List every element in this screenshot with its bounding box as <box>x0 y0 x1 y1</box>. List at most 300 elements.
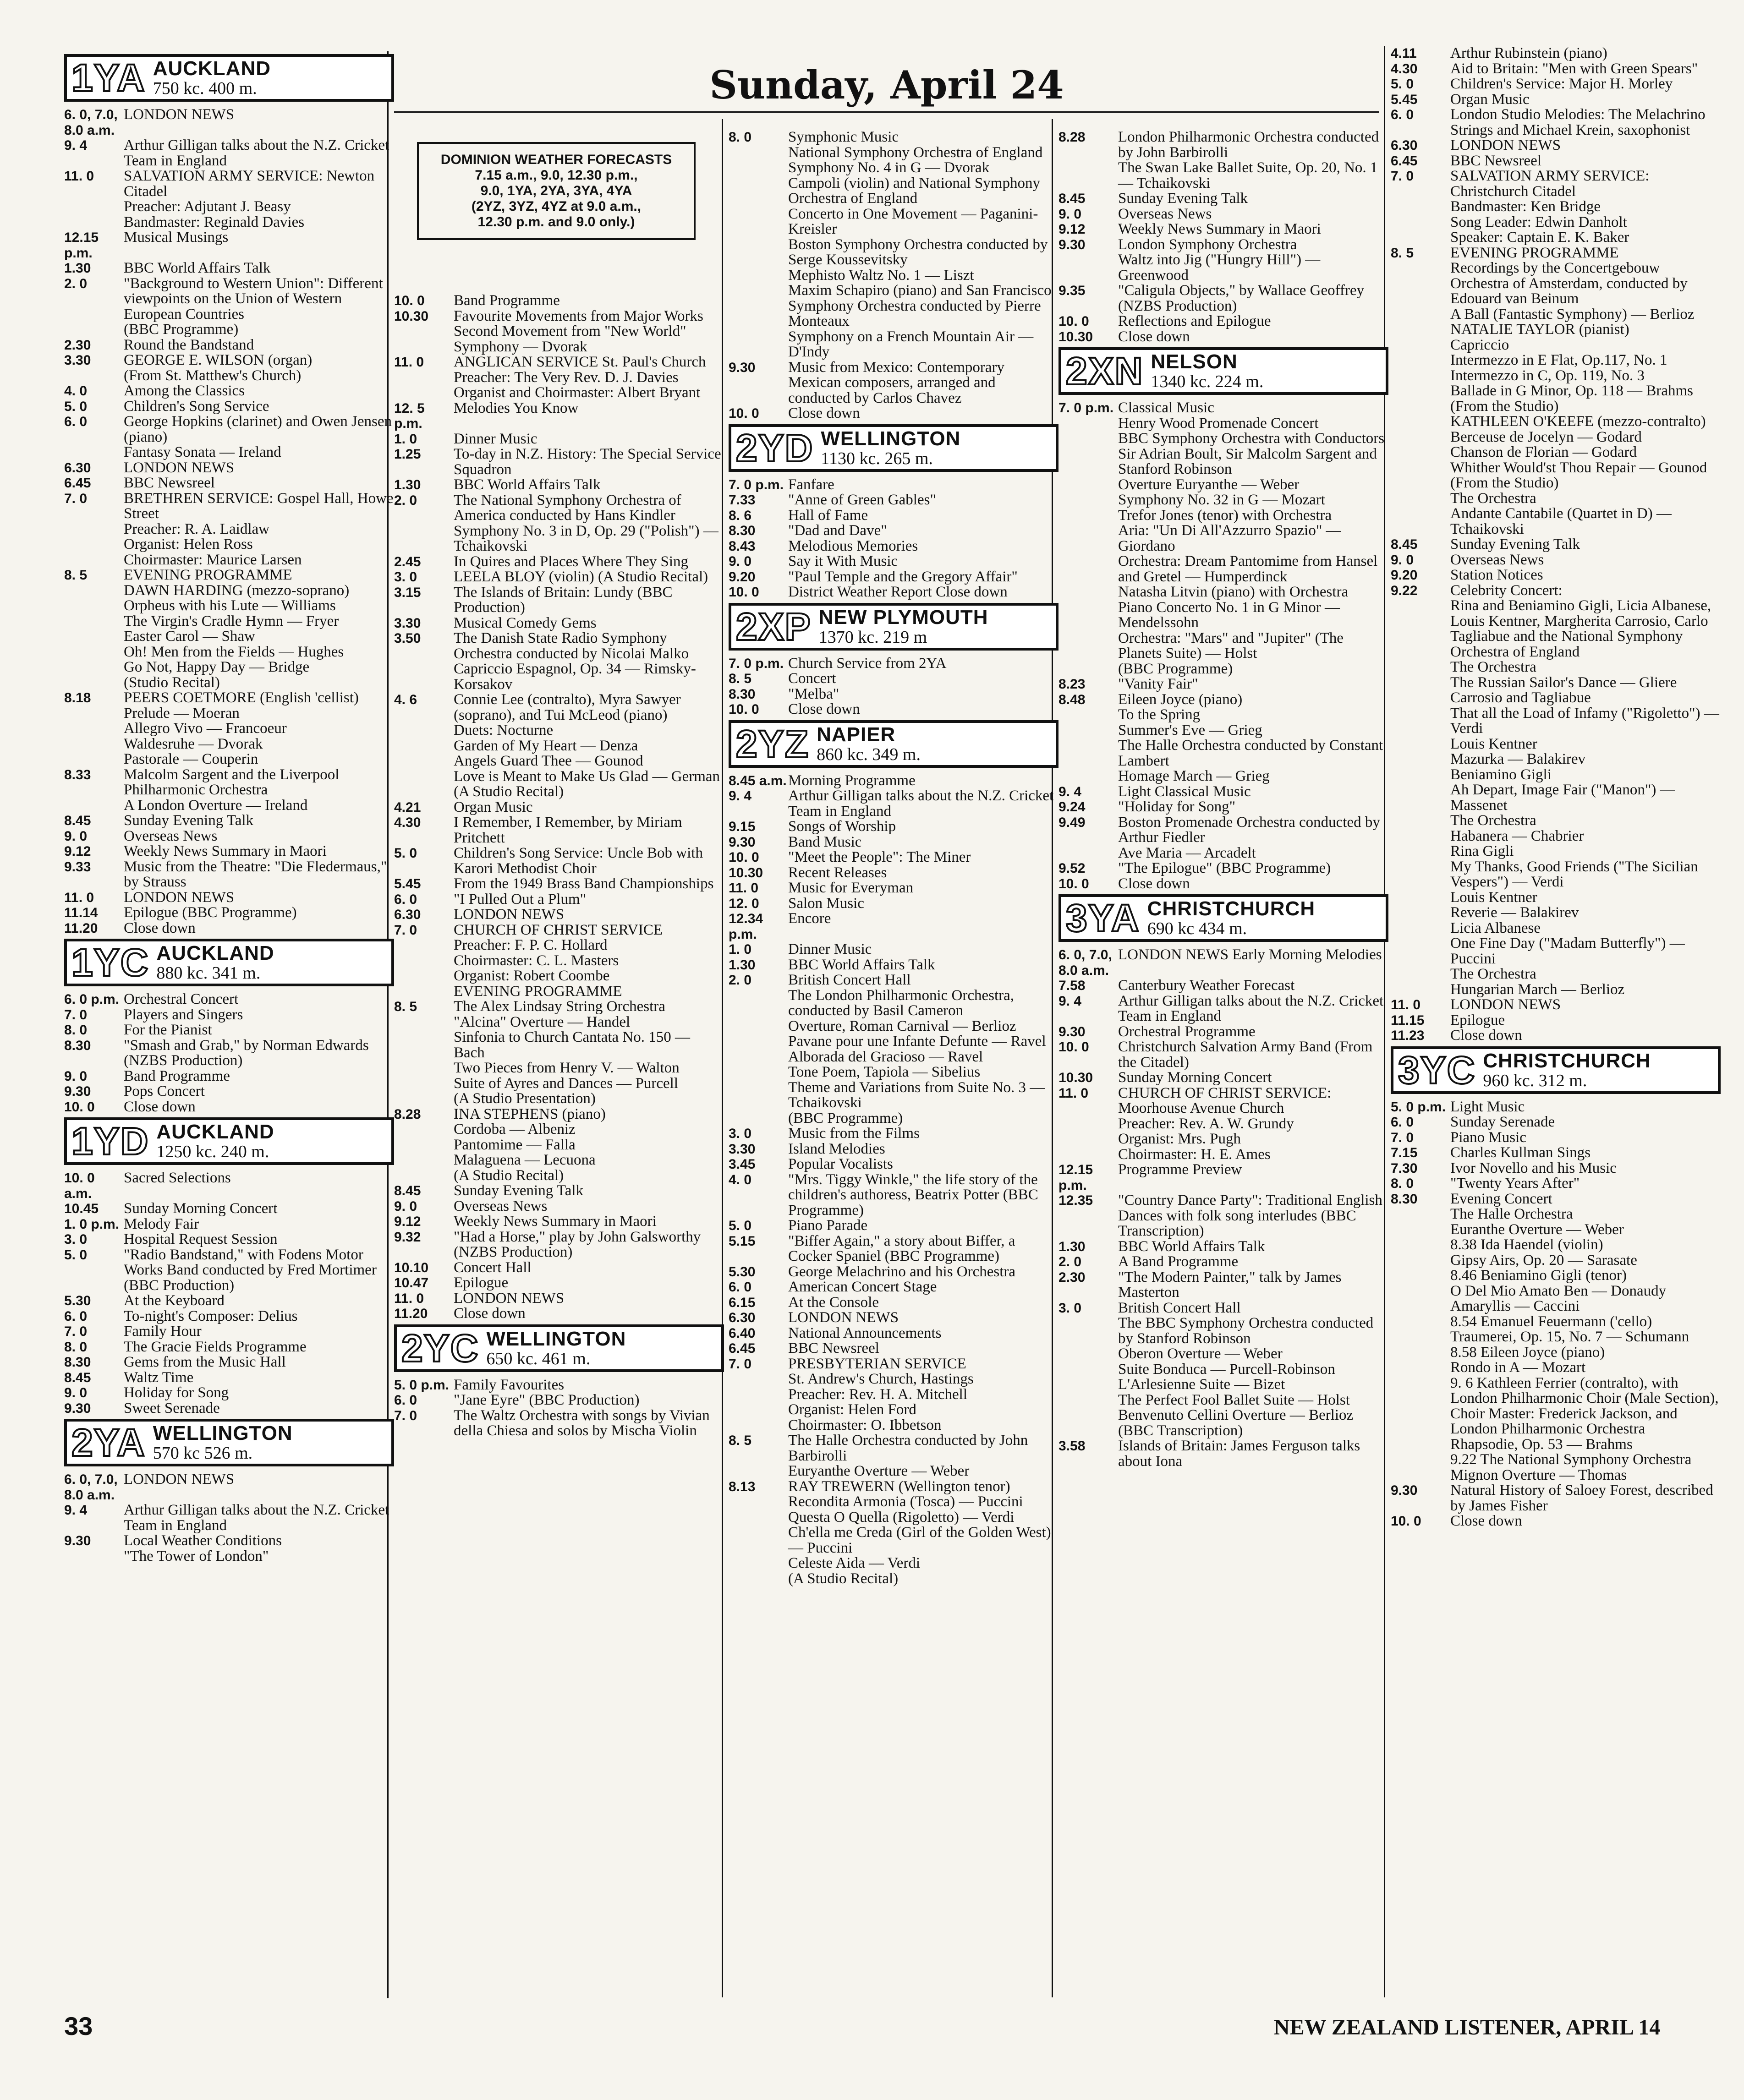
programme-time: 11.20 <box>394 1306 428 1321</box>
programme-entry <box>394 293 724 309</box>
programme-text: The Orchestra <box>1450 490 1536 507</box>
programme-entry <box>729 656 1058 672</box>
programme-time <box>1391 752 1450 767</box>
programme-text: Orchestra: "Mars" and "Jupiter" (The Planets Suite) — Holst <box>1118 629 1344 662</box>
programme-text: Classical Music <box>1118 399 1214 416</box>
programme-time: 7.15 <box>1391 1145 1418 1160</box>
programme-text: To-day in N.Z. History: The Special Service Squadron <box>454 446 721 478</box>
programme-text: Round the Bandstand <box>124 336 254 353</box>
programme-entry <box>729 283 1058 329</box>
programme-entry <box>729 329 1058 360</box>
programme-text: Campoli (violin) and National Symphony Orchestra of England <box>788 175 1040 207</box>
programme-time <box>1058 769 1118 784</box>
programme-entry <box>64 645 394 660</box>
programme-time <box>1391 690 1450 706</box>
programme-entry <box>1058 692 1388 708</box>
programme-text: George Hopkins (clarinet) and Owen Jensen (piano) <box>124 413 392 445</box>
listing-1yc <box>64 992 394 1115</box>
programme-entry <box>394 1153 724 1168</box>
station-call-sign: 3YA <box>1066 897 1140 940</box>
programme-entry <box>1391 552 1721 568</box>
station-frequency: 690 kc 434 m. <box>1147 919 1247 938</box>
programme-time <box>64 215 124 230</box>
programme-text: The BBC Symphony Orchestra conducted by Stanford Robinson <box>1118 1315 1374 1347</box>
station-city: AUCKLAND <box>153 57 271 80</box>
programme-entry <box>64 338 394 353</box>
programme-time <box>729 237 788 268</box>
programme-entry <box>394 1291 724 1307</box>
station-frequency: 750 kc. 400 m. <box>153 79 257 98</box>
station-2ya-banner <box>64 1419 394 1466</box>
programme-entry <box>729 492 1058 508</box>
programme-text: "The Tower of London" <box>124 1548 269 1564</box>
programme-text: EVENING PROGRAMME <box>454 983 622 1000</box>
programme-text: Encore <box>788 910 831 927</box>
programme-text: Aria: "Un Di All'Azzurro Spazio" — Giordano <box>1118 522 1341 554</box>
programme-time <box>729 1372 788 1387</box>
listing-2yd <box>729 477 1058 600</box>
programme-entry <box>1391 1253 1721 1269</box>
programme-text: London Symphony Orchestra <box>1118 236 1297 253</box>
programme-time: 2. 0 <box>394 492 417 508</box>
programme-text: "Smash and Grab," by Norman Edwards (NZBS Production) <box>124 1037 369 1069</box>
programme-entry <box>64 322 394 338</box>
programme-time <box>1391 1345 1450 1361</box>
programme-entry <box>729 523 1058 539</box>
station-city: WELLINGTON <box>153 1422 293 1444</box>
programme-text: SALVATION ARMY SERVICE: Christchurch Citadel <box>1450 168 1650 200</box>
programme-time: 8. 0 <box>64 1023 88 1038</box>
programme-time: 12.34 p.m. <box>729 911 763 942</box>
programme-entry <box>1058 846 1388 861</box>
programme-entry <box>394 370 724 386</box>
programme-text: Prelude — Moeran <box>124 705 240 722</box>
programme-time <box>729 1525 788 1556</box>
programme-text: Orchestral Concert <box>124 991 239 1007</box>
programme-text: The Islands of Britain: Lundy (BBC Production) <box>454 584 673 616</box>
programme-time: 11. 0 <box>64 890 94 905</box>
programme-time: 8.45 <box>64 813 91 828</box>
programme-text: "I Pulled Out a Plum" <box>454 891 587 908</box>
programme-time <box>1391 430 1450 445</box>
programme-time: 7. 0 p.m. <box>1058 400 1114 416</box>
programme-text: LONDON NEWS <box>124 889 235 906</box>
programme-entry <box>64 537 394 552</box>
listing-2xp <box>729 656 1058 717</box>
programme-entry <box>64 598 394 614</box>
programme-entry <box>64 230 394 261</box>
listing-2ya-morning <box>64 1472 394 1564</box>
programme-entry <box>394 1122 724 1138</box>
programme-time: 10.30 <box>394 308 429 324</box>
programme-text: EVENING PROGRAMME <box>1450 244 1619 261</box>
programme-time <box>394 1138 454 1153</box>
programme-text: Piano Concerto No. 1 in G Minor — Mendelssohn <box>1118 599 1340 631</box>
programme-text: Local Weather Conditions <box>124 1532 282 1549</box>
programme-entry <box>729 880 1058 896</box>
programme-text: Choirmaster: H. E. Ames <box>1118 1146 1271 1163</box>
programme-text: Band Programme <box>124 1067 230 1084</box>
programme-entry <box>394 938 724 953</box>
station-frequency: 650 kc. 461 m. <box>486 1349 591 1368</box>
station-2yc-banner <box>394 1324 724 1372</box>
station-city: CHRISTCHURCH <box>1483 1049 1651 1072</box>
programme-time <box>1391 1222 1450 1238</box>
programme-time <box>1391 675 1450 691</box>
programme-entry <box>64 568 394 583</box>
programme-entry <box>1058 1070 1388 1086</box>
programme-text: O Del Mio Amato Ben — Donaudy <box>1450 1282 1667 1299</box>
programme-text: PRESBYTERIAN SERVICE <box>788 1355 966 1372</box>
programme-text: National Symphony Orchestra of England <box>788 144 1043 161</box>
programme-entry <box>1391 1514 1721 1529</box>
programme-time: 11.14 <box>64 905 98 920</box>
programme-text: Organist: Mrs. Pugh <box>1118 1131 1241 1147</box>
programme-time <box>1058 508 1118 524</box>
programme-entry <box>1058 600 1388 631</box>
programme-text: "Anne of Green Gables" <box>788 492 936 508</box>
programme-text: 9.22 The National Symphony Orchestra <box>1450 1451 1692 1468</box>
programme-text: Rondo in A — Mozart <box>1450 1359 1586 1376</box>
programme-text: District Weather Report Close down <box>788 584 1008 600</box>
programme-text: RAY TREWERN (Wellington tenor) <box>788 1478 1010 1495</box>
programme-time <box>64 199 124 215</box>
programme-text: (From St. Matthew's Church) <box>124 367 302 384</box>
programme-text: Oberon Overture — Weber <box>1118 1345 1283 1362</box>
programme-time: 12. 0 <box>729 896 759 911</box>
programme-time: 9.30 <box>64 1084 91 1099</box>
programme-text: A Ball (Fantastic Symphony) — Berlioz <box>1450 306 1695 323</box>
programme-entry <box>729 1126 1058 1142</box>
programme-time: 4. 0 <box>64 383 88 399</box>
programme-entry <box>64 522 394 537</box>
programme-entry <box>729 569 1058 585</box>
programme-entry <box>729 1172 1058 1219</box>
programme-entry <box>1391 1299 1721 1314</box>
programme-entry <box>394 1306 724 1322</box>
programme-time <box>394 1076 454 1092</box>
programme-time <box>64 798 124 814</box>
programme-entry <box>394 1091 724 1107</box>
programme-time <box>64 752 124 767</box>
programme-text: LONDON NEWS <box>788 1309 899 1326</box>
programme-text: One Fine Day ("Madam Butterfly") — Puccini <box>1450 935 1685 967</box>
programme-entry <box>394 493 724 524</box>
programme-entry <box>729 1111 1058 1127</box>
programme-time <box>729 283 788 329</box>
programme-entry <box>64 491 394 522</box>
programme-entry <box>1391 92 1721 108</box>
programme-time <box>64 721 124 737</box>
programme-entry <box>729 1510 1058 1526</box>
programme-text: Family Hour <box>124 1323 202 1340</box>
programme-time <box>1391 859 1450 890</box>
programme-entry <box>729 687 1058 702</box>
programme-entry <box>394 524 724 554</box>
programme-entry <box>1391 169 1721 199</box>
programme-text: Malcolm Sargent and the Liverpool Philharmonic Orchestra <box>124 766 340 798</box>
programme-text: Holiday for Song <box>124 1384 229 1401</box>
programme-time: 8. 5 <box>729 1433 752 1448</box>
programme-text: The Halle Orchestra conducted by Constant Lambert <box>1118 737 1383 769</box>
programme-time <box>1391 307 1450 323</box>
weather-title: DOMINION WEATHER FORECASTS <box>440 152 672 167</box>
programme-time: 5. 0 <box>1391 77 1414 92</box>
programme-time: 10.30 <box>729 865 763 880</box>
programme-time: 5. 0 p.m. <box>394 1377 450 1393</box>
programme-text: LONDON NEWS <box>124 459 235 476</box>
programme-entry <box>729 539 1058 554</box>
programme-time: 9. 4 <box>729 788 752 804</box>
programme-text: 8.46 Beniamino Gigli (tenor) <box>1450 1267 1627 1284</box>
programme-text: BBC Newsreel <box>1450 152 1541 169</box>
programme-text: Epilogue <box>454 1274 509 1291</box>
programme-entry <box>64 383 394 399</box>
programme-text: The Alex Lindsay String Orchestra <box>454 998 665 1015</box>
programme-time <box>1058 631 1118 662</box>
programme-entry <box>64 583 394 599</box>
programme-entry <box>394 907 724 923</box>
programme-entry <box>729 1356 1058 1372</box>
programme-text: Concerto in One Movement — Paganini-Kreisler <box>788 205 1038 237</box>
programme-text: A London Overture — Ireland <box>124 797 308 814</box>
programme-time: 4.21 <box>394 799 421 815</box>
programme-entry <box>64 107 394 138</box>
programme-entry <box>729 268 1058 284</box>
programme-time: 11. 0 <box>64 169 94 184</box>
programme-text: Ivor Novello and his Music <box>1450 1159 1617 1176</box>
programme-time <box>1391 982 1450 998</box>
programme-text: Organ Music <box>1450 91 1530 108</box>
programme-time: 7.30 <box>1391 1160 1418 1176</box>
programme-time: 6.45 <box>64 476 91 491</box>
programme-text: Dinner Music <box>454 430 537 447</box>
programme-time: 8. 5 <box>394 999 417 1014</box>
programme-time <box>1391 1207 1450 1222</box>
station-frequency: 960 kc. 312 m. <box>1483 1071 1587 1090</box>
programme-text: EVENING PROGRAMME <box>124 567 292 583</box>
programme-time: 9.12 <box>394 1214 421 1229</box>
programme-time: 8. 0 <box>1391 1176 1414 1191</box>
programme-time: 10. 0 <box>64 1099 95 1115</box>
programme-time <box>64 598 124 614</box>
programme-time: 2. 0 <box>64 276 88 291</box>
programme-entry <box>64 1503 394 1533</box>
programme-text: Ballade in G Minor, Op. 118 — Brahms <box>1450 383 1693 399</box>
programme-text: Boston Promenade Orchestra conducted by Arthur Fiedler <box>1118 814 1380 846</box>
programme-text: "Alcina" Overture — Handel <box>454 1013 631 1030</box>
programme-time: 11. 0 <box>729 880 759 896</box>
programme-entry <box>1058 1270 1388 1301</box>
station-city: NAPIER <box>817 723 896 746</box>
programme-text: The Halle Orchestra conducted by John Barbirolli <box>788 1432 1028 1464</box>
programme-text: Homage March — Grieg <box>1118 768 1270 784</box>
programme-entry <box>1391 1483 1721 1514</box>
programme-text: Island Melodies <box>788 1140 885 1157</box>
programme-time: 1.30 <box>1058 1239 1086 1254</box>
programme-entry <box>1391 368 1721 384</box>
programme-time <box>64 552 124 568</box>
programme-entry <box>1391 77 1721 92</box>
programme-time: 3. 0 <box>1058 1300 1082 1316</box>
programme-text: Overture, Roman Carnival — Berlioz <box>788 1017 1016 1034</box>
programme-time <box>1058 554 1118 585</box>
programme-time: 10.30 <box>1058 1070 1093 1085</box>
programme-text: Sunday Evening Talk <box>1450 536 1580 552</box>
programme-entry <box>394 754 724 769</box>
programme-time <box>1391 737 1450 752</box>
programme-time: 9.30 <box>1391 1483 1418 1498</box>
column-2 <box>394 293 724 1439</box>
programme-entry <box>64 1099 394 1115</box>
programme-text: Melodious Memories <box>788 537 918 554</box>
programme-entry <box>729 360 1058 406</box>
programme-time: 8. 6 <box>729 508 752 523</box>
programme-time: 1.30 <box>394 477 421 492</box>
programme-text: Maxim Schapiro (piano) and San Francisco Symphony Orchestra conducted by Pierre Monteaux <box>788 282 1052 329</box>
weather-line: 12.30 p.m. and 9.0 only.) <box>477 214 635 230</box>
programme-text: Intermezzo in C, Op. 119, No. 3 <box>1450 367 1645 384</box>
programme-time: 12.35 <box>1058 1193 1093 1208</box>
programme-entry <box>64 1170 394 1201</box>
programme-time <box>1391 368 1450 384</box>
programme-text: Reflections and Epilogue <box>1118 313 1271 329</box>
programme-entry <box>1391 1161 1721 1176</box>
programme-time: 7. 0 <box>1391 1130 1414 1145</box>
programme-time <box>394 370 454 386</box>
programme-entry <box>64 1038 394 1069</box>
programme-text: "Had a Horse," play by John Galsworthy (NZBS Production) <box>454 1228 701 1260</box>
station-city: WELLINGTON <box>821 427 961 450</box>
column-5 <box>1391 46 1721 1529</box>
programme-time <box>1058 662 1118 677</box>
programme-time <box>1058 523 1118 554</box>
programme-time: 5. 0 <box>729 1218 752 1233</box>
programme-entry <box>64 1533 394 1549</box>
column-4 <box>1058 130 1388 1469</box>
programme-text: Close down <box>1450 1513 1522 1529</box>
programme-text: (Studio Recital) <box>124 674 220 691</box>
programme-time <box>394 662 454 692</box>
programme-time <box>1391 706 1450 737</box>
programme-time: 3.50 <box>394 631 421 646</box>
programme-time: 4.11 <box>1391 46 1417 61</box>
station-city: WELLINGTON <box>486 1327 626 1350</box>
station-2xn-banner <box>1058 347 1388 395</box>
programme-time: 8.45 <box>64 1370 91 1385</box>
programme-time: 8.23 <box>1058 677 1086 692</box>
programme-entry <box>64 1084 394 1099</box>
programme-text: Epilogue (BBC Programme) <box>124 904 297 921</box>
programme-text: Capriccio Espagnol, Op. 34 — Rimsky-Korsakov <box>454 661 696 693</box>
programme-time <box>729 1050 788 1065</box>
programme-time <box>394 1122 454 1138</box>
programme-entry <box>729 1050 1058 1065</box>
programme-text: Preacher: The Very Rev. D. J. Davies <box>454 369 679 386</box>
station-frequency: 1340 kc. 224 m. <box>1151 372 1264 391</box>
programme-entry <box>729 145 1058 161</box>
programme-text: Two Pieces from Henry V. — Walton <box>454 1060 680 1076</box>
programme-time: 8. 5 <box>64 568 88 583</box>
programme-entry <box>64 1324 394 1340</box>
programme-time <box>1391 1468 1450 1483</box>
programme-text: (A Studio Recital) <box>788 1570 899 1587</box>
programme-time <box>1058 477 1118 493</box>
programme-text: "Holiday for Song" <box>1118 798 1236 815</box>
programme-time <box>1391 353 1450 368</box>
programme-entry <box>64 1232 394 1247</box>
programme-text: Canterbury Weather Forecast <box>1118 977 1295 994</box>
listing-2yc-continued <box>729 130 1058 421</box>
programme-entry <box>729 1556 1058 1571</box>
programme-time: 9.12 <box>64 844 91 859</box>
programme-time: 9. 4 <box>64 1503 88 1518</box>
programme-entry <box>394 554 724 570</box>
station-call-sign: 2YZ <box>736 722 810 766</box>
weather-line: (2YZ, 3YZ, 4YZ at 9.0 a.m., <box>471 199 642 214</box>
station-city: AUCKLAND <box>156 942 274 964</box>
programme-entry <box>1058 677 1388 692</box>
programme-text: Music from the Theatre: "Die Fledermaus," by Strauss <box>124 858 387 890</box>
programme-entry <box>1391 675 1721 691</box>
programme-time: 2.30 <box>64 337 91 353</box>
programme-entry <box>64 552 394 568</box>
programme-text: "The Epilogue" (BBC Programme) <box>1118 860 1331 876</box>
programme-time <box>394 769 454 785</box>
programme-text: Say it With Music <box>788 553 898 569</box>
programme-text: LONDON NEWS Early Morning Melodies <box>1118 946 1382 963</box>
station-3ya-banner <box>1058 894 1388 942</box>
programme-entry <box>1391 890 1721 906</box>
programme-entry <box>729 896 1058 912</box>
programme-text: INA STEPHENS (piano) <box>454 1105 606 1122</box>
programme-entry <box>729 554 1058 569</box>
programme-entry <box>394 769 724 785</box>
programme-text: Overseas News <box>1450 551 1544 568</box>
programme-entry <box>1391 1207 1721 1222</box>
programme-time <box>1391 844 1450 859</box>
programme-text: Sunday Serenade <box>1450 1114 1555 1130</box>
programme-entry <box>64 905 394 921</box>
programme-text: Alborada del Gracioso — Ravel <box>788 1048 983 1065</box>
programme-text: Weekly News Summary in Maori <box>124 843 327 859</box>
programme-time: 5.15 <box>729 1233 756 1249</box>
programme-entry <box>394 585 724 616</box>
programme-text: The Danish State Radio Symphony Orchestra conducted by Nicolai Malko <box>454 630 689 662</box>
programme-time <box>1058 492 1118 508</box>
programme-time <box>64 1549 124 1564</box>
programme-entry <box>394 738 724 754</box>
programme-time <box>1391 813 1450 829</box>
programme-entry <box>729 1494 1058 1510</box>
programme-text: "Radio Bandstand," with Fodens Motor Works Band conducted by Fred Mortimer (BBC Production) <box>124 1246 377 1294</box>
programme-text: Symphonic Music <box>788 129 899 145</box>
programme-entry <box>729 1479 1058 1495</box>
programme-entry <box>729 1326 1058 1341</box>
station-call-sign: 2XP <box>736 605 812 648</box>
programme-text: Salon Music <box>788 895 864 912</box>
programme-entry <box>729 1387 1058 1403</box>
programme-entry <box>394 923 724 938</box>
programme-text: Band Music <box>788 833 862 850</box>
programme-time <box>1058 1147 1118 1163</box>
programme-text: Sacred Selections <box>124 1170 231 1186</box>
programme-entry <box>1058 554 1388 585</box>
programme-time <box>1391 506 1450 537</box>
programme-entry <box>394 1393 724 1408</box>
programme-entry <box>394 968 724 984</box>
programme-text: Hungarian March — Berlioz <box>1450 981 1625 998</box>
